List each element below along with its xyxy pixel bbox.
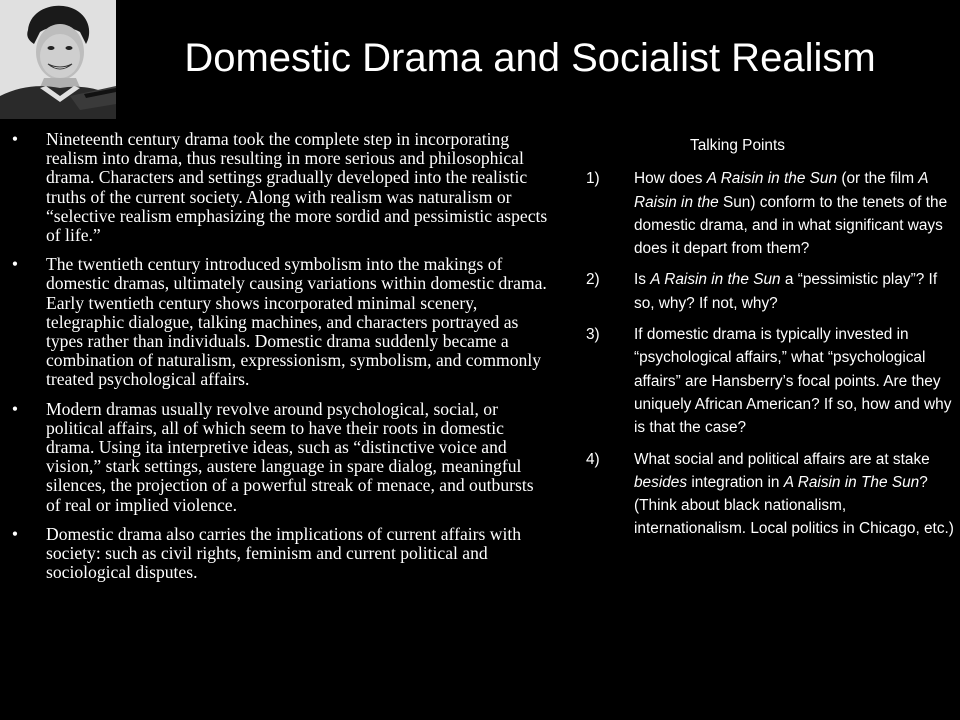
question-text-run: How does: [634, 170, 707, 188]
question-number: 4): [586, 450, 600, 468]
question-text-run: (or the film: [837, 170, 919, 188]
question-item: [586, 323, 958, 439]
question-text-italic: besides: [634, 473, 688, 491]
bullet-text: The twentieth century introduced symbolism into the makings of domestic dramas, ultimately causing variations within domestic drama. Early twentieth century shows incorporated minimal scenery, telegraphic dialogue, talking machines, and characters portrayed as types rather than individuals. Domestic drama suddenly became a combination of naturalism, expressionism, symbolism, and commonly treated psychological affairs.: [46, 254, 547, 390]
question-text: [634, 451, 954, 538]
question-text-italic: A Raisin in the: [634, 170, 928, 211]
bullet-item: [8, 130, 548, 245]
question-item: [586, 448, 958, 541]
bullet-text: Domestic drama also carries the implications of current affairs with society: such as civil rights, feminism and current political and sociological disputes.: [46, 523, 522, 583]
question-item: [586, 268, 958, 315]
bullet-item: [8, 255, 548, 389]
talking-points-heading: Talking Points: [690, 137, 785, 154]
question-text-run: If domestic drama is typically invested in “psychological affairs,” what “psychological affairs” are Hansberry’s focal points. Are they uniquely African American? If so, how and why is that the case?: [634, 326, 952, 437]
slide-title: Domestic Drama and Socialist Realism: [184, 36, 876, 80]
question-number: 2): [586, 271, 600, 289]
bullet-text: Nineteenth century drama took the complete step in incorporating realism into drama, thus resulting in more serious and philosophical drama. Characters and settings gradually developed into the realistic truths of the current society. Along with realism was naturalism or “selective realism emphasizing the more sordid and pessimistic aspects of life.”: [46, 129, 548, 246]
question-text: [634, 170, 947, 257]
question-text-run: ? (Think about black nationalism, internationalism. Local politics in Chicago, etc.): [634, 473, 954, 538]
question-text-run: Sun) conform to the tenets of the domestic drama, and in what significant ways does it depart from them?: [634, 193, 948, 258]
question-text-italic: A Raisin in The Sun: [783, 473, 920, 491]
bullet-marker: •: [11, 523, 19, 544]
bullet-item: [8, 525, 548, 583]
question-text-run: a “pessimistic play”? If so, why? If not, why?: [634, 271, 938, 312]
question-number: 3): [586, 326, 600, 344]
question-text-italic: A Raisin in the Sun: [706, 170, 838, 188]
bullet-marker: •: [11, 129, 19, 149]
question-item: [586, 167, 958, 260]
question-text: [634, 326, 951, 436]
question-text-run: What social and political affairs are at stake: [634, 450, 930, 468]
portrait-photo: [0, 0, 116, 119]
question-list: [586, 167, 958, 540]
question-text: [634, 271, 937, 311]
bullet-marker: •: [11, 398, 19, 419]
question-text-run: Is: [634, 271, 651, 289]
question-number: 1): [586, 170, 600, 188]
question-text-italic: A Raisin in the Sun: [650, 271, 781, 289]
bullet-text: Modern dramas usually revolve around psychological, social, or political affairs, all of which seem to have their roots in domestic drama. Using ita interpretive ideas, such as “distinctive voice and vision,” stark settings, austere language in spare dialog, meaningful silences, the projection of a powerful streak of menace, and outbursts of real or implied violence.: [46, 398, 534, 515]
bullet-list: [8, 130, 548, 592]
question-text-run: integration in: [687, 473, 784, 491]
portrait-image: [0, 0, 116, 119]
talking-points: [586, 134, 958, 549]
bullet-item: [8, 400, 548, 515]
bullet-marker: •: [11, 254, 19, 275]
